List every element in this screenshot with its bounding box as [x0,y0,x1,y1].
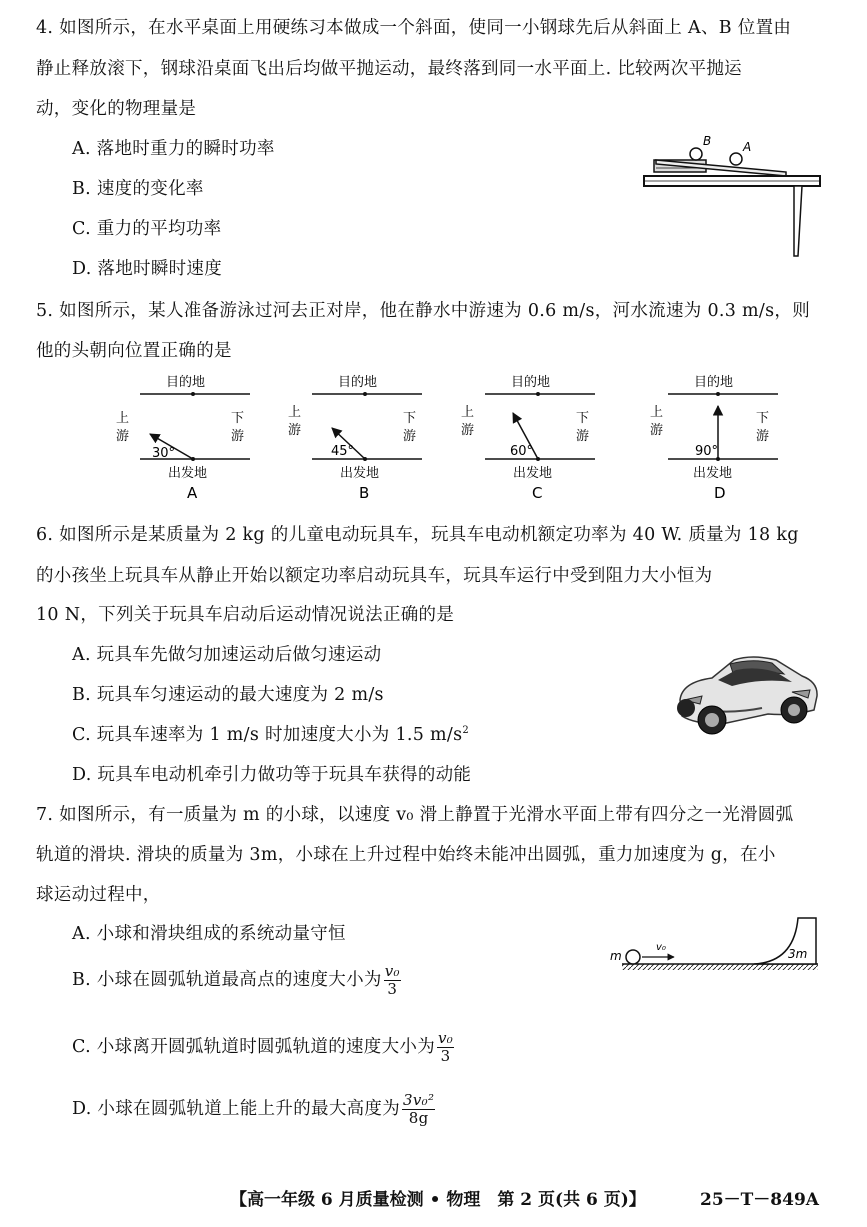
q7-option-c [72,1030,454,1065]
q6-option-c-sup: 2 [462,725,470,737]
q4-stem-line-3: 动，变化的物理量是 [36,99,197,119]
q6-option-b: B. 玩具车匀速运动的最大速度为 2 m/s [72,685,384,705]
q4-stem-line-2: 静止释放滚下，钢球沿桌面飞出后均做平抛运动，最终落到同一水平面上. 比较两次平抛运 [36,59,742,79]
panel-d-downstream-1: 下 [756,411,770,426]
q7-stem-line-3: 球运动过程中， [36,885,161,905]
q7-option-d-text: D. 小球在圆弧轨道上能上升的最大高度为 [72,1099,401,1119]
panel-a-upstream-2: 游 [116,429,130,444]
q6-option-d: D. 玩具车电动机牵引力做功等于玩具车获得的动能 [72,765,472,785]
q6-stem-line-3: 10 N，下列关于玩具车启动后运动情况说法正确的是 [36,605,455,625]
panel-d-upstream-1: 上 [650,405,664,420]
q4-stem-line-1: 4. 如图所示，在水平桌面上用硬练习本做成一个斜面，使同一小钢球先后从斜面上 A、B 位置由 [36,18,792,38]
slider-mass-label: 3m [788,947,808,961]
panel-a-destination: 目的地 [166,375,206,390]
ball-b [690,148,702,160]
toy-car-image [672,630,822,742]
panel-d-start: 出发地 [693,466,733,481]
q4-option-b: B. 速度的变化率 [72,179,204,199]
table-leg [794,186,802,256]
q7-option-a: A. 小球和滑块组成的系统动量守恒 [72,924,346,944]
panel-c-destination: 目的地 [511,375,551,390]
q7-option-d [72,1092,435,1127]
label-a: A [743,140,752,154]
panel-d-upstream-2: 游 [650,423,664,438]
panel-b-upstream-1: 上 [288,405,302,420]
q6-stem-line-1: 6. 如图所示是某质量为 2 kg 的儿童电动玩具车，玩具车电动机额定功率为 40 W. 质量为 18 kg [36,525,799,545]
panel-a-upstream-1: 上 [116,411,130,426]
panel-c-letter: C [532,484,543,502]
velocity-label: v₀ [656,942,666,953]
q6-option-a: A. 玩具车先做匀加速运动后做匀速运动 [72,645,382,665]
panel-a-downstream-1: 下 [231,411,245,426]
q7-option-b [72,963,401,998]
q6-option-c-text: C. 玩具车速率为 1 m/s 时加速度大小为 1.5 m/s [72,725,463,745]
panel-d-angle: 90° [695,444,719,459]
panel-c-start: 出发地 [513,466,553,481]
ball-a [730,153,742,165]
panel-a [116,374,250,502]
panel-b-downstream-2: 游 [403,429,417,444]
panel-c-upstream-1: 上 [461,405,475,420]
panel-d [650,374,778,502]
q4-incline-figure [636,130,826,262]
q7-option-d-frac-den: 8g [408,1109,429,1127]
panel-d-destination: 目的地 [694,375,734,390]
panel-d-letter: D [714,484,726,502]
footer-code: 25－T－849A [700,1190,819,1210]
q7-option-c-fraction [437,1030,454,1065]
q5-stem-line-1: 5. 如图所示，某人准备游泳过河去正对岸，他在静水中游速为 0.6 m/s，河水流速为 0.3 m/s，则 [36,301,811,321]
q7-option-d-fraction [402,1092,435,1127]
q7-option-c-frac-den: 3 [440,1047,451,1065]
panel-c-downstream-1: 下 [576,411,590,426]
panel-c-angle: 60° [510,444,534,459]
q7-option-b-fraction [384,963,401,998]
q4-option-c: C. 重力的平均功率 [72,219,222,239]
panel-b-upstream-2: 游 [288,423,302,438]
panel-b-letter: B [359,484,370,502]
panel-c [461,374,595,502]
panel-a-downstream-2: 游 [231,429,245,444]
panel-b-destination: 目的地 [338,375,378,390]
panel-c-downstream-2: 游 [576,429,590,444]
panel-b-start: 出发地 [340,466,380,481]
q7-option-c-text: C. 小球离开圆弧轨道时圆弧轨道的速度大小为 [72,1037,435,1057]
panel-c-upstream-2: 游 [461,423,475,438]
panel-a-letter: A [187,484,198,502]
q7-stem-line-2: 轨道的滑块. 滑块的质量为 3m，小球在上升过程中始终未能冲出圆弧，重力加速度为 g，在小 [36,845,776,865]
panel-a-angle: 30° [152,446,176,461]
q7-option-b-frac-num: v₀ [384,962,400,980]
panel-d-downstream-2: 游 [756,429,770,444]
ball-mass-label: m [610,949,622,963]
q7-option-b-text: B. 小球在圆弧轨道最高点的速度大小为 [72,970,382,990]
panel-b-angle: 45° [331,444,355,459]
label-b: B [703,134,712,148]
q5-stem-line-2: 他的头朝向位置正确的是 [36,341,232,361]
q7-option-c-frac-num: v₀ [438,1029,454,1047]
q6-option-c [72,721,469,746]
q7-option-b-frac-den: 3 [387,980,398,998]
ball [626,950,640,964]
q5-river-diagrams [110,370,800,505]
panel-a-start: 出发地 [168,466,208,481]
q4-option-d: D. 落地时瞬时速度 [72,259,223,279]
panel-b [288,374,422,502]
q7-option-d-frac-num: 3v₀² [403,1091,435,1109]
q6-stem-line-2: 的小孩坐上玩具车从静止开始以额定功率启动玩具车，玩具车运行中受到阻力大小恒为 [36,566,713,586]
panel-b-downstream-1: 下 [403,411,417,426]
footer-title: 【高一年级 6 月质量检测 • 物理 第 2 页(共 6 页)】 [230,1190,646,1210]
q7-slider-figure [606,912,822,972]
q4-option-a: A. 落地时重力的瞬时功率 [72,139,275,159]
q7-stem-line-1: 7. 如图所示，有一质量为 m 的小球，以速度 v₀ 滑上静置于光滑水平面上带有四分之一光滑圆弧 [36,805,794,825]
